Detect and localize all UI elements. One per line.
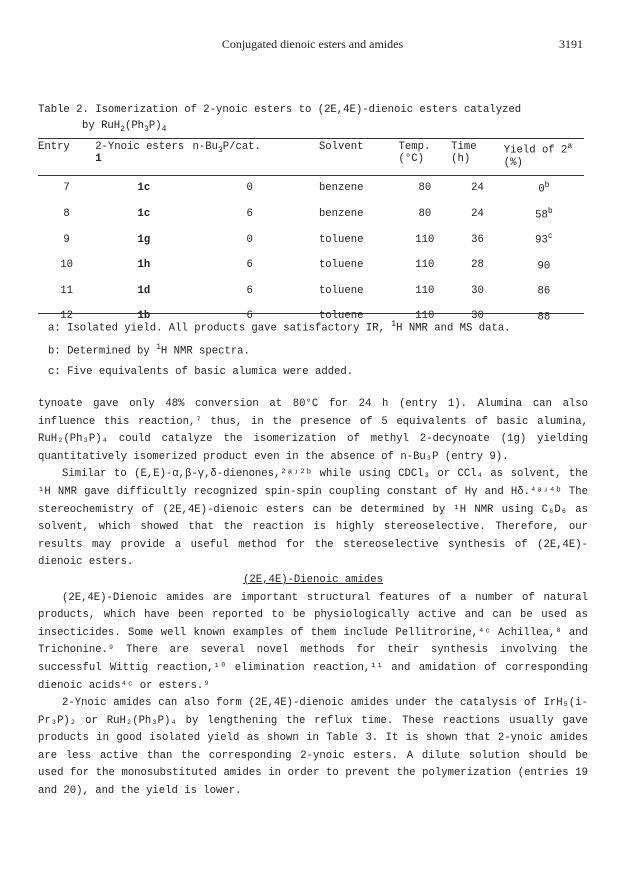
cell-time: 30 (471, 284, 484, 297)
page-number: 3191 (559, 37, 583, 51)
col-header-temp: Temp. (°C) (398, 141, 431, 165)
cell-ester: 1h (137, 259, 151, 272)
body-text (38, 396, 588, 801)
table-row (38, 252, 584, 278)
cell-ratio: 6 (246, 207, 253, 220)
cell-temp: 110 (415, 310, 435, 323)
paragraph-ynoic-amides: 2-Ynoic amides can also form (2E,4E)-dienoic amides under the catalysis of IrH₅(i-Pr₃P)₂ or RuH₂(Ph₃P)₄ by lengthening the reflux time. These reactions usually gave products in good isolated yield as shown in Table 3. It is shown that 2-ynoic amides are less active than the corresponding 2-ynoic esters. A dilute solution should be used for the monosubstituted amides in order to prevent the polymerization (entries 19 and 20), and the yield is lower. (38, 697, 588, 798)
cell-solvent: benzene (318, 207, 364, 220)
table-header-row (38, 141, 584, 169)
cell-solvent: toluene (318, 233, 364, 246)
cell-entry: 9 (63, 233, 70, 246)
table-row (38, 227, 584, 253)
cell-time: 36 (471, 233, 484, 246)
isomerization-table (38, 141, 584, 329)
table-caption (38, 102, 521, 138)
cell-ratio: 6 (246, 259, 253, 272)
cell-entry: 11 (60, 284, 73, 297)
cell-solvent: toluene (318, 259, 364, 272)
cell-temp: 110 (415, 233, 435, 246)
cell-yield: 88 (537, 311, 551, 324)
cell-temp: 110 (415, 259, 435, 272)
cell-ratio: 0 (246, 182, 253, 195)
cell-ester: 1c (137, 182, 151, 195)
col-header-time: Time (h) (451, 141, 477, 165)
cell-ratio: 6 (246, 310, 253, 323)
cell-yield: 0$^b$ (538, 181, 550, 196)
cell-yield: 86 (537, 285, 551, 298)
paragraph-alumina: tynoate gave only 48% conversion at 80°C for 24 h (entry 1). Alumina can also influence this reaction,⁷ thus, in the presence of 5 equivalents of basic alumina, RuH₂(Ph₃P)₄ could catalyze the isomerization of methyl 2-decynoate (1g) yielding quantitatively isomerized product even in the absence of n-Bu₃P (entry 9). (38, 398, 588, 463)
cell-ratio: 0 (246, 233, 253, 246)
cell-entry: 8 (63, 207, 70, 220)
cell-yield: 90 (537, 260, 551, 273)
cell-solvent: toluene (318, 284, 364, 297)
table-row (38, 201, 584, 227)
cell-time: 24 (471, 207, 484, 220)
cell-ester: 1g (137, 233, 151, 246)
cell-ester: 1d (137, 284, 151, 297)
caption-line-2: by $RuH_2(Ph_3P)_4$ (82, 120, 167, 135)
section-heading-dienoic-amides: (2E,4E)-Dienoic amides (243, 573, 383, 586)
col-header-solvent: Solvent (318, 141, 364, 153)
cell-ester: 1c (137, 207, 151, 220)
table-bottom-rule (38, 313, 584, 314)
cell-solvent: toluene (318, 310, 364, 323)
cell-entry: 7 (63, 182, 70, 195)
paragraph-dienoic-amides: (2E,4E)-Dienoic amides are important structural features of a number of natural products, which have been reported to be physiologically active and can be used as insecticides. Some well known examples of them include Pellitrorine,⁴ᶜ Achillea,⁸ and Trichonine.⁹ There are several novel methods for their synthesis involving the successful Wittig reaction,¹⁰ elimination reaction,¹¹ and amidation of corresponding dienoic acids⁴ᶜ or esters.⁹ (38, 591, 588, 692)
table-note-b: b: Determined by $^1$H NMR spectra. (48, 343, 250, 358)
cell-entry: 10 (60, 259, 73, 272)
cell-yield: 58$^b$ (535, 206, 553, 222)
cell-solvent: benzene (318, 182, 364, 195)
table-row (38, 175, 584, 201)
table-note-c: c: Five equivalents of basic alumica were added. (48, 366, 354, 378)
col-header-entry: Entry (38, 141, 70, 153)
cell-yield: 93$^c$ (535, 232, 553, 247)
col-header-catalyst-ratio: $n-Bu_3P$/cat. (192, 141, 261, 156)
cell-ester: 1b (137, 310, 151, 323)
caption-line-1: Table 2. Isomerization of 2-ynoic esters to (2E,4E)-dienoic esters catalyzed (38, 104, 522, 116)
cell-temp: 80 (418, 182, 432, 195)
cell-ratio: 6 (246, 284, 253, 297)
cell-time: 24 (471, 182, 484, 195)
cell-entry: 12 (60, 310, 73, 323)
cell-temp: 80 (418, 207, 432, 220)
cell-time: 28 (471, 259, 484, 272)
running-title: Conjugated dienoic esters and amides (221, 37, 404, 51)
col-header-yield: Yield of 2$^a$ (%) (503, 142, 573, 169)
table-row (38, 278, 584, 304)
table-top-rule (38, 138, 584, 139)
paragraph-stereochemistry: Similar to (E,E)-α,β-γ,δ-dienones,²ᵃʴ²ᵇ while using CDCl₃ or CCl₄ as solvent, the ¹H NMR gave difficultly recognized spin-spin coupling constant of Hγ and Hδ.⁴ᵃʴ⁴ᵇ The stereochemistry of (2E,4E)-dienoic esters can be determined by ¹H NMR using C₆D₆ as solvent, which showed that the reaction is highly stereoselective. Therefore, our results may provide a useful method for the stereoselective synthesis of (2E,4E)-dienoic esters. (38, 468, 588, 569)
col-header-ester: 2-Ynoic esters 1 (95, 141, 185, 165)
cell-time: 30 (471, 310, 484, 323)
cell-temp: 110 (415, 284, 435, 297)
table-note-a: a: Isolated yield. All products gave satisfactory IR, $^1$H NMR and MS data. (48, 320, 511, 335)
